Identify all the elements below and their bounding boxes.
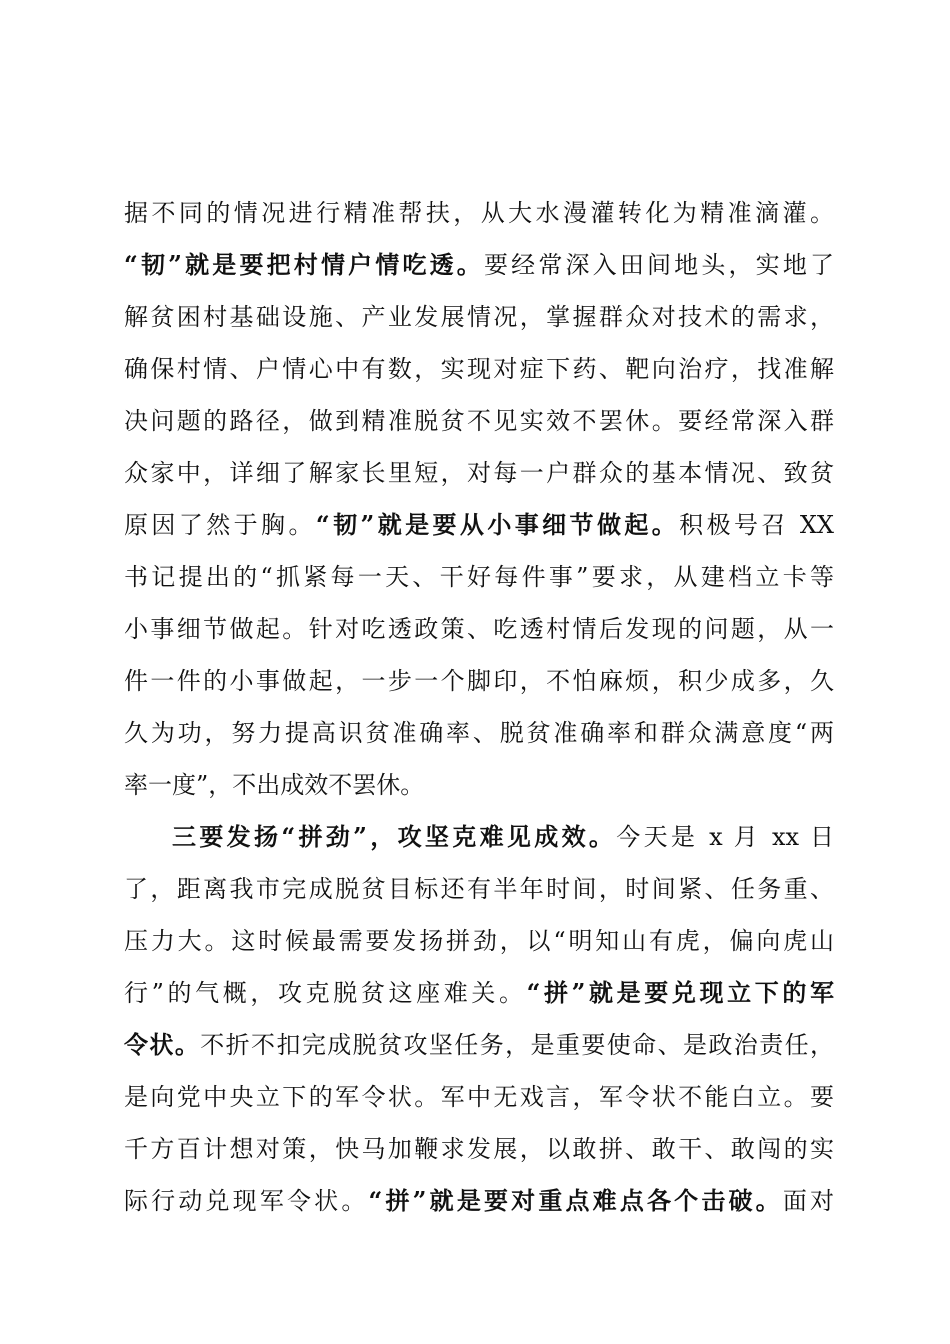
text-run: 际行动兑现军令状。 [124, 1187, 369, 1215]
text-run: 小事细节做起。针对吃透政策、吃透村情后发现的问题，从一 [124, 615, 834, 643]
text-line [124, 821, 834, 853]
text-line [124, 1081, 834, 1113]
text-line [124, 301, 834, 333]
text-line [124, 457, 834, 489]
text-line [124, 249, 834, 281]
text-run: 积极号召 XX [679, 511, 835, 539]
text-line [124, 197, 834, 229]
text-run: 率一度”，不出成效不罢休。 [124, 771, 425, 799]
bold-heading-run: “拼”就是要兑现立下的军 [526, 978, 834, 1007]
text-line [124, 925, 834, 957]
text-line [124, 613, 834, 645]
bold-heading-run: “韧”就是要从小事细节做起。 [315, 510, 680, 539]
text-line [124, 977, 834, 1009]
text-run: 要经常深入田间地头，实地了 [483, 251, 835, 279]
bold-heading-run: 三要发扬“拼劲”，攻坚克难见成效。 [172, 822, 617, 851]
text-line [124, 873, 834, 905]
text-run: 决问题的路径，做到精准脱贫不见实效不罢休。要经常深入群 [124, 407, 834, 435]
bold-heading-run: “韧”就是要把村情户情吃透。 [124, 250, 484, 279]
text-run: 了，距离我市完成脱贫目标还有半年时间，时间紧、任务重、 [124, 875, 834, 903]
text-run: 压力大。这时候最需要发扬拼劲，以“明知山有虎，偏向虎山 [124, 927, 834, 955]
text-run: 千方百计想对策，快马加鞭求发展，以敢拼、敢干、敢闯的实 [124, 1135, 834, 1163]
text-run: 今天是 x 月 xx 日 [616, 823, 835, 851]
bold-heading-run: “拼”就是要对重点难点各个击破。 [368, 1186, 783, 1215]
text-run: 行”的气概，攻克脱贫这座难关。 [124, 979, 527, 1007]
text-line [124, 717, 834, 749]
text-run: 书记提出的“抓紧每一天、干好每件事”要求，从建档立卡等 [124, 563, 834, 591]
text-run: 件一件的小事做起，一步一个脚印，不怕麻烦，积少成多，久 [124, 667, 834, 695]
text-run: 据不同的情况进行精准帮扶，从大水漫灌转化为精准滴灌。 [124, 199, 834, 227]
text-line [124, 1133, 834, 1165]
text-run: 是向党中央立下的军令状。军中无戏言，军令状不能白立。要 [124, 1083, 834, 1111]
text-run: 面对 [782, 1187, 835, 1215]
text-run: 确保村情、户情心中有数，实现对症下药、靶向治疗，找准解 [124, 355, 834, 383]
bold-heading-run: 令状。 [124, 1030, 201, 1059]
text-run: 不折不扣完成脱贫攻坚任务，是重要使命、是政治责任， [200, 1031, 835, 1059]
text-line [124, 561, 834, 593]
text-run: 久为功，努力提高识贫准确率、脱贫准确率和群众满意度“两 [124, 719, 834, 747]
text-line [124, 769, 834, 801]
text-run: 解贫困村基础设施、产业发展情况，掌握群众对技术的需求， [124, 303, 834, 331]
text-line [124, 353, 834, 385]
text-run: 原因了然于胸。 [124, 511, 316, 539]
text-line [124, 1029, 834, 1061]
text-line [124, 665, 834, 697]
text-run: 众家中，详细了解家长里短，对每一户群众的基本情况、致贫 [124, 459, 834, 487]
text-line [124, 405, 834, 437]
text-line [124, 509, 834, 541]
text-line [124, 1185, 834, 1217]
